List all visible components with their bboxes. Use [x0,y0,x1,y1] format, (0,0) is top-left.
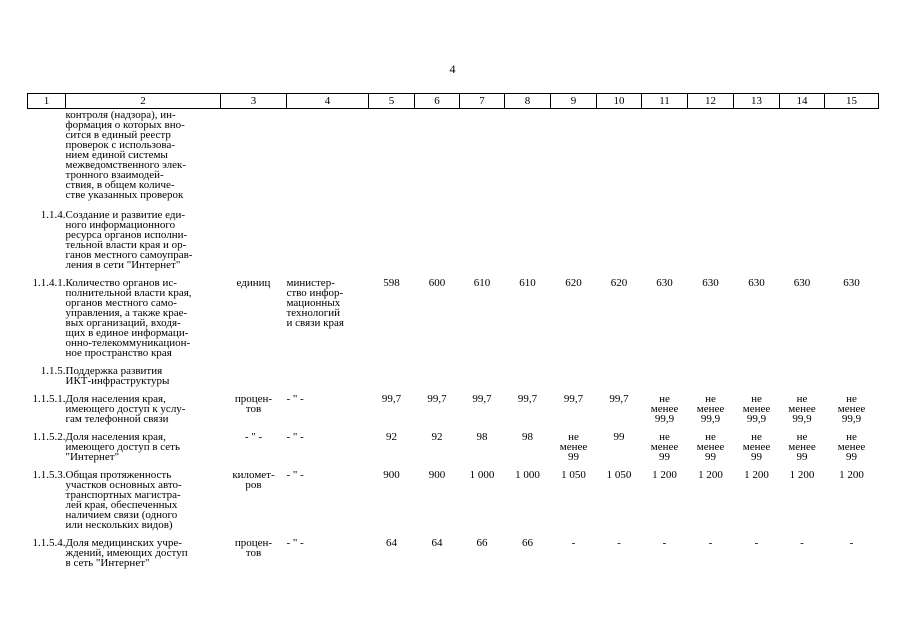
row-value [551,364,597,392]
row-value [780,109,825,209]
row-value [505,208,551,276]
row-value [688,208,734,276]
row-code: 1.1.5.2. [32,431,66,443]
row-value: 630 [748,277,765,289]
row-value: 64 [386,537,397,549]
row-value: 66 [476,537,488,549]
row-value [551,109,597,209]
column-header: 11 [642,94,688,109]
row-value: 598 [383,277,400,289]
column-header: 15 [825,94,879,109]
table-row [28,276,879,364]
row-executor [287,109,369,209]
row-value [688,364,734,392]
row-value: не менее 99 [837,431,866,463]
row-value: 630 [656,277,673,289]
row-name: Создание и развитие еди- ного информационного ресурса органов исполни- тельной власти края и ор- ганов местного самоуправ- ления в сети "Интернет" [65,209,193,271]
row-executor: министер- ство инфор- мационных технологий и связи края [286,277,344,329]
row-executor: - " - [286,469,304,481]
row-value: 66 [522,537,533,549]
row-value: 99,7 [427,393,447,405]
row-code: 1.1.4.1. [32,277,66,289]
row-executor [287,208,369,276]
row-name: Доля населения края, имеющего доступ к услу- гам телефонной связи [65,393,186,425]
row-executor: - " - [286,537,304,549]
row-value: 99,7 [563,393,584,405]
row-value: не менее 99,9 [788,393,816,425]
row-value: - [662,537,667,549]
table-row [28,208,879,276]
page-number: 4 [449,62,456,76]
row-name: Доля населения края, имеющего доступ в сеть "Интернет" [65,431,181,463]
row-code: 1.1.4. [40,209,66,221]
row-value: 630 [793,277,811,289]
table-row [28,392,879,430]
row-value: - [617,537,621,549]
row-value: 92 [431,431,443,443]
row-name: контроля (надзора), ин- формация о которых вно- сится в единый реестр проверок с использова- нием единой системы межведомственного элек- тронного взаимодей- ствия, в общем количе- стве указанных проверок [65,109,187,201]
row-value: не менее 99 [742,431,771,463]
row-unit [221,364,287,392]
column-header: 1 [28,94,66,109]
column-header: 9 [551,94,597,109]
row-unit: процен- тов [234,537,273,559]
row-value: 99,7 [472,393,492,405]
row-code: 1.1.5.4. [32,537,66,549]
row-executor: - " - [286,393,304,405]
row-code: 1.1.5. [40,365,66,377]
row-value [825,208,879,276]
row-name: Количество органов ис- полнительной власти края, органов местного само- управления, а также крае- вых организаций, входя- щих в единое информаци- онно-телекоммуникацион- ное пространство края [65,277,192,359]
row-value [460,109,505,209]
row-unit: километ- ров [232,469,275,491]
row-code: 1.1.5.3. [32,469,66,481]
table-row [28,109,879,209]
row-value: не менее 99 [788,431,816,463]
row-value: 630 [702,277,719,289]
row-name: Доля медицинских учре- ждений, имеющих доступ в сеть "Интернет" [65,537,188,569]
row-executor: - " - [286,431,304,443]
row-value: 620 [610,277,628,289]
row-value: 98 [476,431,488,443]
column-header: 10 [597,94,642,109]
row-unit [221,109,287,209]
row-value: 98 [522,431,533,443]
row-value [415,208,460,276]
row-value: 630 [843,277,860,289]
row-value: 99,7 [517,393,538,405]
row-code: 1.1.5.1. [32,393,66,405]
row-value: 1 200 [652,469,677,481]
row-value: - [708,537,713,549]
row-value: 99 [613,431,625,443]
table-row [28,430,879,468]
row-value [597,364,642,392]
row-value [551,208,597,276]
row-value: не менее 99,9 [650,393,679,425]
row-value [505,109,551,209]
row-value: - [571,537,576,549]
column-header: 14 [780,94,825,109]
row-value: 620 [565,277,582,289]
row-value: 1 200 [789,469,815,481]
column-header: 13 [734,94,780,109]
row-value: - [849,537,854,549]
row-value: 1 050 [606,469,632,481]
table-row [28,536,879,574]
row-value: 1 000 [469,469,495,481]
column-header: 6 [415,94,460,109]
table-row [28,364,879,392]
column-header: 4 [287,94,369,109]
row-value [734,208,780,276]
row-value [597,208,642,276]
row-value [825,364,879,392]
row-value [780,364,825,392]
row-value [642,109,688,209]
row-name: Общая протяженность участков основных авто- транспортных магистра- лей края, обеспеченных наличием связи (одного или нескольких видов) [65,469,182,531]
row-value: 1 200 [839,469,864,481]
row-code [28,109,66,209]
row-value: 1 050 [561,469,586,481]
row-value [369,208,415,276]
row-name: Поддержка развития ИКТ-инфраструктуры [65,365,170,387]
indicators-table [27,93,879,574]
row-unit: процен- тов [234,393,273,415]
row-value [415,109,460,209]
table-row [28,468,879,536]
row-value: - [800,537,804,549]
column-number-row [28,94,879,109]
row-value: 900 [383,469,400,481]
row-value: 64 [431,537,443,549]
row-value [642,364,688,392]
row-value: 610 [519,277,536,289]
row-unit [221,208,287,276]
row-executor [287,364,369,392]
row-value [642,208,688,276]
row-value [369,364,415,392]
row-value: 1 000 [515,469,540,481]
row-value: не менее 99 [696,431,725,463]
row-value: 1 200 [698,469,723,481]
row-value [734,364,780,392]
row-value: 99,7 [609,393,629,405]
column-header: 2 [66,94,221,109]
row-value: 99,7 [381,393,402,405]
row-value [505,364,551,392]
column-header: 12 [688,94,734,109]
column-header: 5 [369,94,415,109]
row-value: не менее 99,9 [696,393,725,425]
column-header: 8 [505,94,551,109]
column-header: 7 [460,94,505,109]
row-unit: - " - [244,431,263,443]
row-value [415,364,460,392]
row-value [688,109,734,209]
column-header: 3 [221,94,287,109]
row-value: не менее 99 [650,431,679,463]
row-value: 1 200 [744,469,769,481]
row-value: 900 [428,469,446,481]
row-value: 92 [386,431,397,443]
row-value: 610 [473,277,491,289]
row-value: 600 [428,277,446,289]
row-value: не менее 99,9 [837,393,866,425]
row-unit: единиц [236,277,271,289]
row-value [369,109,415,209]
row-value [825,109,879,209]
row-value: - [754,537,759,549]
row-value [460,364,505,392]
row-value: не менее 99 [559,431,588,463]
row-value [734,109,780,209]
row-value [780,208,825,276]
row-value [460,208,505,276]
row-value: не менее 99,9 [742,393,771,425]
row-value [597,109,642,209]
